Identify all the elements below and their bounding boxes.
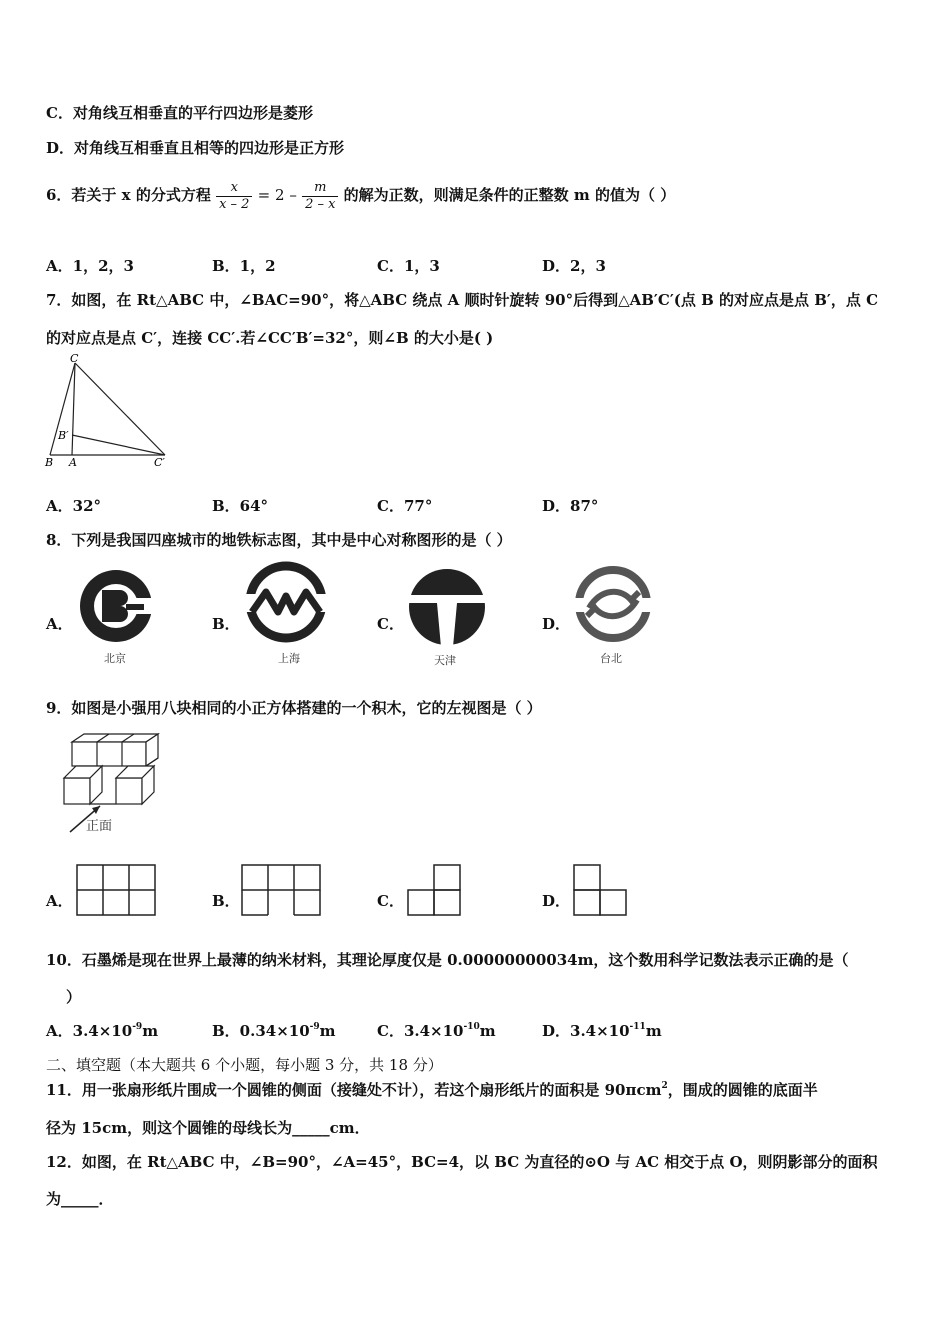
q6-prefix: 6．若关于 x 的分式方程 <box>46 186 211 204</box>
q7-label-c: C <box>70 352 79 365</box>
q10-option-d <box>542 1020 662 1041</box>
section-heading: 二、填空题（本大题共 6 个小题，每小题 3 分，共 18 分） <box>46 1056 443 1074</box>
q10-a-post: m <box>142 1022 159 1040</box>
q9-front-label: 正面 <box>86 819 113 834</box>
q6-suffix: 的解为正数，则满足条件的正整数 m 的值为（ ） <box>343 186 676 204</box>
q8-option-a: A． <box>46 615 73 633</box>
q9-option-d-view <box>572 864 630 918</box>
q7-option-b: B．64° <box>212 497 269 515</box>
q9-option-b-view <box>241 864 323 918</box>
q9-upper-row <box>72 742 146 766</box>
q7-option-a: A．32° <box>46 497 102 515</box>
q6-frac2-num: m <box>302 180 338 197</box>
q9-lower-right-cube <box>116 778 142 804</box>
q12-line2: 为_____． <box>46 1190 114 1208</box>
q9-option-a: A． <box>46 892 73 910</box>
q10-d-exp: -11 <box>629 1022 646 1032</box>
q7-side-ca <box>72 363 75 455</box>
q7-line2: 的对应点是点 C′，连接 CC′.若∠CC′B′=32°，则∠B 的大小是( ) <box>46 329 494 347</box>
q5-option-d: D．对角线互相垂直且相等的四边形是正方形 <box>46 139 345 157</box>
q6-frac2-den: 2 – x <box>305 196 336 212</box>
q9-option-c: C． <box>377 892 404 910</box>
q6-question <box>46 177 675 213</box>
q9-lower-left-cube <box>64 778 90 804</box>
q9-option-c-view <box>406 864 464 918</box>
q11-line1-post: ，围成的圆锥的底面半 <box>667 1081 818 1099</box>
q9-question: 9．如图是小强用八块相同的小正方体搭建的一个积木，它的左视图是（ ） <box>46 699 542 717</box>
q7-label-b1: B′ <box>58 429 69 442</box>
q10-a-exp: -9 <box>132 1022 143 1032</box>
q11-line1-pre: 11．用一张扇形纸片围成一个圆锥的侧面（接缝处不计），若这个扇形纸片的面积是 90πcm <box>46 1081 662 1099</box>
q9-option-b: B． <box>212 892 240 910</box>
q12-line1: 12．如图，在 Rt△ABC 中，∠B=90°，∠A=45°，BC=4，以 BC 为直径的⊙O 与 AC 相交于点 O，则阴影部分的面积 <box>46 1153 878 1171</box>
q7-label-a: A <box>69 456 77 469</box>
q8-option-b: B． <box>212 615 240 633</box>
q8-caption-b: 上海 <box>278 652 300 665</box>
q11-line2: 径为 15cm，则这个圆锥的母线长为_____cm． <box>46 1119 370 1137</box>
q10-c-pre: C．3.4×10 <box>377 1022 464 1040</box>
q7-label-b: B <box>45 456 54 469</box>
q10-b-pre: B．0.34×10 <box>212 1022 310 1040</box>
q10-c-post: m <box>479 1022 496 1040</box>
q8-option-d: D． <box>542 615 571 633</box>
tianjin-metro-logo-icon <box>407 567 489 649</box>
taipei-metro-logo-icon <box>575 566 655 646</box>
q8-caption-c: 天津 <box>434 654 456 667</box>
q6-option-b: B．1，2 <box>212 257 276 275</box>
q6-fraction-1 <box>216 180 252 213</box>
q8-caption-a: 北京 <box>104 652 126 665</box>
q7-option-c: C．77° <box>377 497 433 515</box>
q8-question: 8．下列是我国四座城市的地铁标志图，其中是中心对称图形的是（ ） <box>46 531 512 549</box>
q6-frac1-num: x <box>216 180 252 197</box>
q9-option-d: D． <box>542 892 571 910</box>
q8-caption-d: 台北 <box>600 652 622 665</box>
q11-line1 <box>46 1079 818 1100</box>
shanghai-metro-logo-icon <box>246 562 330 646</box>
q10-line2: ） <box>66 988 82 1006</box>
q7-line1: 7．如图，在 Rt△ABC 中，∠BAC=90°，将△ABC 绕点 A 顺时针旋转 90°后得到△AB′C′(点 B 的对应点是点 B′，点 C <box>46 291 879 309</box>
q7-side-cc1 <box>75 363 165 455</box>
q10-b-post: m <box>319 1022 336 1040</box>
q6-option-a: A．1，2，3 <box>46 257 134 275</box>
q7-label-c1: C′ <box>154 456 165 469</box>
beijing-metro-logo-icon <box>78 568 158 648</box>
q9-option-a-view <box>76 864 158 918</box>
q10-option-a <box>46 1020 158 1041</box>
q10-option-c <box>377 1020 496 1041</box>
q9-top-face <box>72 734 158 742</box>
q10-a-pre: A．3.4×10 <box>46 1022 133 1040</box>
q10-d-post: m <box>645 1022 662 1040</box>
q10-option-b <box>212 1020 336 1041</box>
q7-side-b1c1 <box>72 435 165 455</box>
q6-mid: = 2 – <box>257 186 297 204</box>
q6-option-d: D．2，3 <box>542 257 606 275</box>
q11-line1-sup: 2 <box>661 1081 668 1091</box>
q5-option-c: C．对角线互相垂直的平行四边形是菱形 <box>46 104 313 122</box>
q7-triangle-figure <box>40 352 180 475</box>
q10-line1: 10．石墨烯是现在世界上最薄的纳米材料，其理论厚度仅是 0.00000000034m，这个数用科学记数法表示正确的是（ <box>46 951 849 969</box>
q6-frac1-den: x – 2 <box>219 196 250 212</box>
q6-fraction-2 <box>302 180 338 213</box>
q8-option-c: C． <box>377 615 404 633</box>
q9-cube-stack-figure <box>60 732 170 836</box>
q7-option-d: D．87° <box>542 497 599 515</box>
q10-b-exp: -9 <box>309 1022 320 1032</box>
q10-c-exp: -10 <box>463 1022 480 1032</box>
q10-d-pre: D．3.4×10 <box>542 1022 630 1040</box>
q6-option-c: C．1，3 <box>377 257 440 275</box>
